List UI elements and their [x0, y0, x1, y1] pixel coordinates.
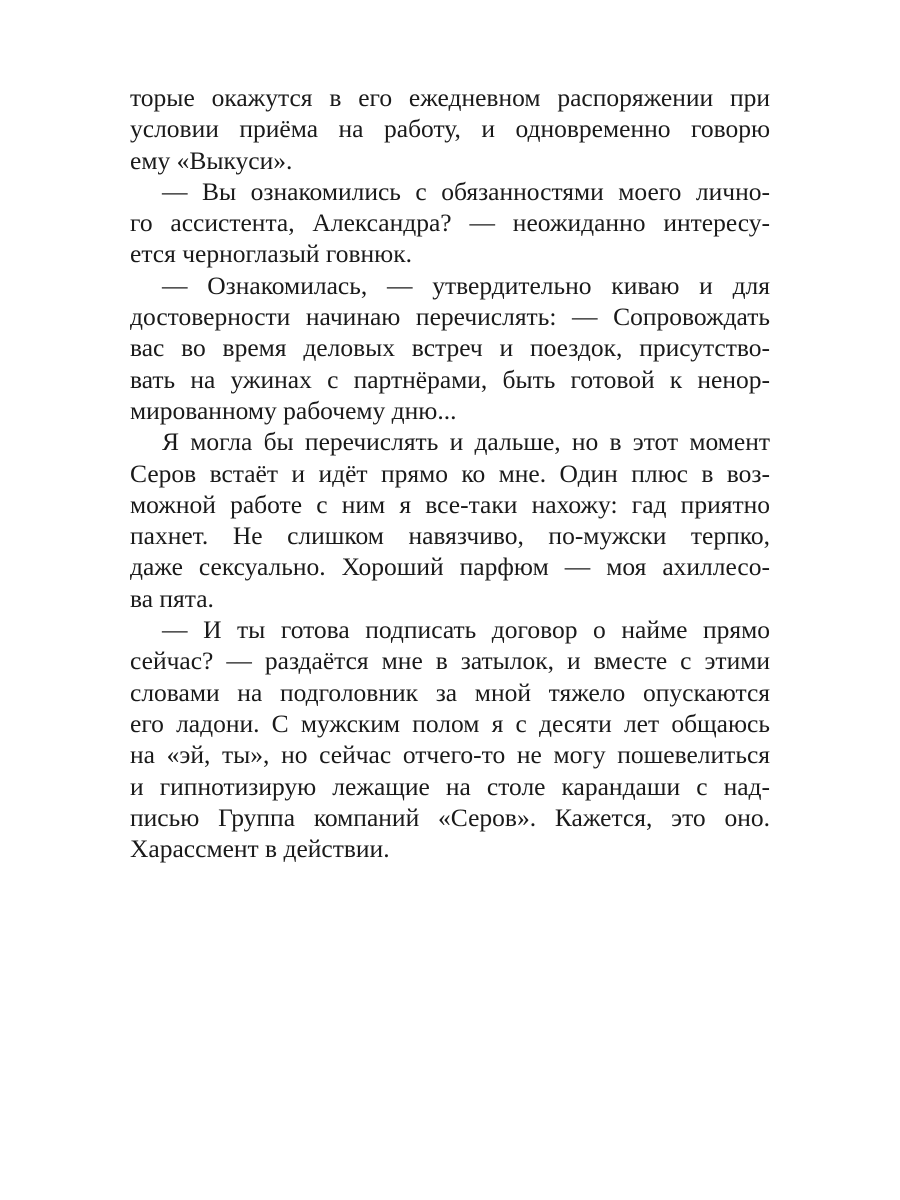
- text-line: достоверности начинаю перечислять: — Сопровождать: [130, 302, 770, 332]
- text-line: даже сексуально. Хороший парфюм — моя ахиллесо-: [130, 552, 770, 582]
- text-line: — Ознакомилась, — утвердительно киваю и для: [162, 270, 770, 300]
- text-line: ва пята.: [130, 583, 214, 613]
- text-line: вас во время деловых встреч и поездок, присутство-: [130, 333, 770, 363]
- text-line: и гипнотизирую лежащие на столе карандаши с над-: [130, 771, 770, 801]
- text-line: мированному рабочему дню...: [130, 395, 457, 425]
- text-line: торые окажутся в его ежедневном распоряжении при: [130, 83, 770, 112]
- text-line: писью Группа компаний «Серов». Кажется, это оно.: [130, 802, 770, 832]
- text-line: ется черноглазый говнюк.: [130, 239, 412, 269]
- text-line: пахнет. Не слишком навязчиво, по-мужски терпко,: [130, 521, 770, 551]
- text-line: — И ты готова подписать договор о найме прямо: [162, 615, 770, 645]
- text-line: можной работе с ним я все-таки нахожу: гад приятно: [130, 489, 770, 519]
- text-line: условии приёма на работу, и одновременно говорю: [130, 114, 770, 144]
- book-page-text: [130, 82, 770, 864]
- text-line: сейчас? — раздаётся мне в затылок, и вместе с этими: [130, 646, 770, 676]
- text-line: Я могла бы перечислять и дальше, но в этот момент: [162, 427, 770, 457]
- text-line: Серов встаёт и идёт прямо ко мне. Один плюс в воз-: [130, 458, 770, 488]
- text-line: Харассмент в действии.: [130, 834, 390, 864]
- text-line: ему «Выкуси».: [130, 145, 293, 175]
- text-line: на «эй, ты», но сейчас отчего-то не могу пошевелиться: [130, 740, 770, 770]
- text-line: вать на ужинах с партнёрами, быть готовой к ненор-: [130, 364, 770, 394]
- text-line: го ассистента, Александра? — неожиданно интересу-: [130, 208, 770, 238]
- text-line: словами на подголовник за мной тяжело опускаются: [130, 677, 770, 707]
- text-line: его ладони. С мужским полом я с десяти лет общаюсь: [130, 708, 770, 738]
- text-line: — Вы ознакомились с обязанностями моего лично-: [162, 176, 770, 206]
